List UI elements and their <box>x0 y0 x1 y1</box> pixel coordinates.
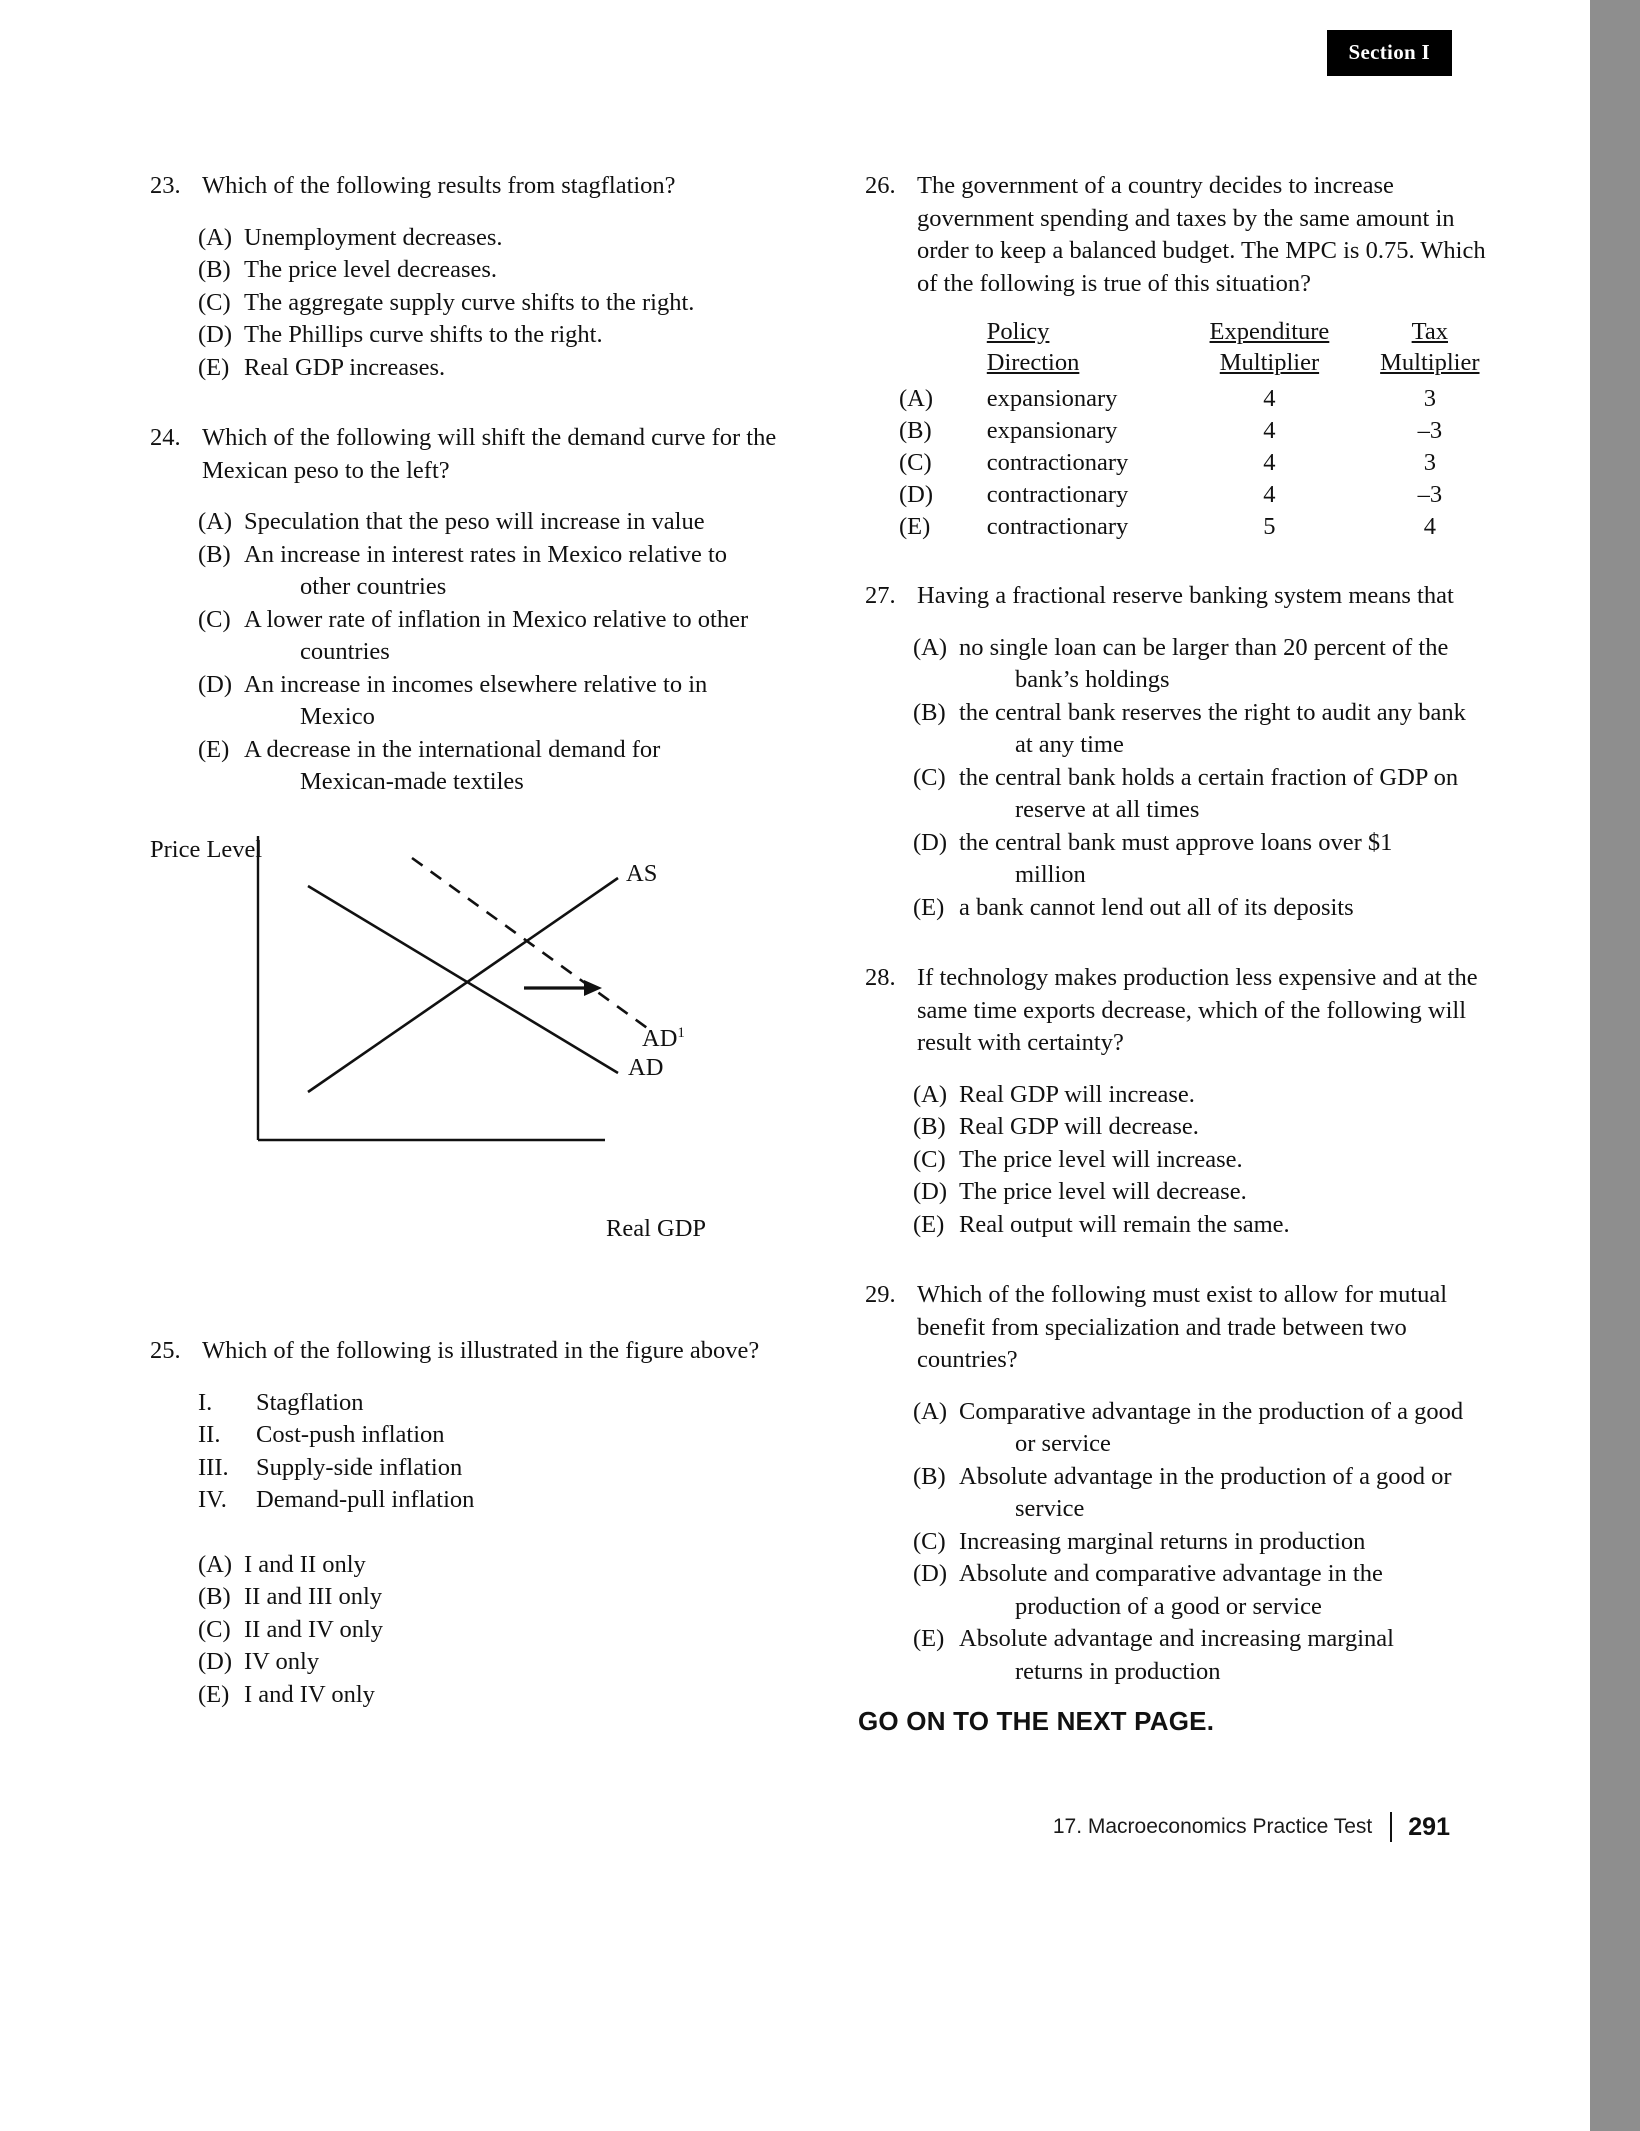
question-spacer <box>865 550 1505 580</box>
choice-line-1: Comparative advantage in the production of a good <box>959 1397 1464 1425</box>
choice-option[interactable] <box>150 1549 810 1582</box>
choice-list <box>865 1079 1505 1242</box>
choice-text <box>959 1461 1505 1526</box>
as-curve <box>308 878 618 1092</box>
table-body <box>865 382 1505 542</box>
question-number: 24. <box>150 424 181 451</box>
footer-divider <box>1390 1812 1392 1842</box>
choice-letter: (E) <box>913 893 945 921</box>
list-item <box>150 1452 810 1485</box>
choice-text <box>244 734 810 799</box>
row-expenditure: 4 <box>1263 385 1276 412</box>
question-text: Which of the following is illustrated in the figure above? <box>202 1337 760 1364</box>
question-number: 29. <box>865 1281 896 1308</box>
choice-letter: (C) <box>913 1527 946 1555</box>
row-letter: (D) <box>899 481 934 508</box>
choice-line-2: production of a good or service <box>1015 1592 1322 1620</box>
choice-text <box>959 697 1505 762</box>
table-row[interactable] <box>865 446 1505 478</box>
table-head <box>865 316 1505 382</box>
row-policy: expansionary <box>986 385 1118 412</box>
choice-line-2: returns in production <box>1015 1657 1221 1685</box>
shift-arrow-icon <box>524 980 602 996</box>
choice-line-1: the central bank reserves the right to audit any bank <box>959 698 1466 726</box>
choice-option[interactable] <box>865 1461 1505 1526</box>
choice-option[interactable] <box>150 506 810 539</box>
choice-line-2: or service <box>1015 1430 1111 1457</box>
choice-option[interactable] <box>865 1558 1505 1623</box>
list-item <box>150 1419 810 1452</box>
question-spacer <box>150 392 810 422</box>
choice-option[interactable] <box>865 1396 1505 1461</box>
question-text: Which of the following must exist to allow for mutual benefit from specialization and trade between two countries? <box>917 1281 1448 1373</box>
choice-text <box>959 1623 1505 1688</box>
choice-text <box>959 827 1505 892</box>
choice-letter: (C) <box>198 288 231 316</box>
choice-option[interactable] <box>150 352 810 385</box>
right-column <box>865 170 1505 1696</box>
row-tax: –3 <box>1417 481 1443 508</box>
question-25 <box>150 1335 810 1711</box>
page-number: 291 <box>1408 1812 1450 1841</box>
choice-text: I and IV only <box>244 1680 375 1708</box>
row-policy: contractionary <box>986 513 1129 540</box>
row-expenditure: 4 <box>1263 481 1276 508</box>
choice-option[interactable] <box>150 254 810 287</box>
choice-text: The price level decreases. <box>244 256 498 283</box>
choice-letter: (E) <box>913 1210 945 1238</box>
choice-text: a bank cannot lend out all of its deposits <box>959 893 1354 921</box>
choice-option[interactable] <box>150 287 810 320</box>
choice-text <box>244 539 810 604</box>
choice-line-1: A decrease in the international demand for <box>244 735 661 763</box>
choice-list <box>150 506 810 799</box>
table-row[interactable] <box>865 382 1505 414</box>
choice-option[interactable] <box>150 734 810 799</box>
row-expenditure: 5 <box>1263 513 1276 540</box>
choice-list <box>150 222 810 385</box>
question-text: If technology makes production less expensive and at the same time exports decrease, which of the following will result with certainty? <box>917 964 1478 1056</box>
figure-plot <box>150 830 810 1230</box>
ad1-superscript: 1 <box>677 1025 685 1041</box>
choice-option[interactable] <box>150 1614 810 1647</box>
question-number: 26. <box>865 172 896 199</box>
choice-letter: (D) <box>198 321 233 348</box>
header-line-1: Policy <box>986 318 1050 345</box>
choice-letter: (B) <box>913 698 946 726</box>
choice-line-2: bank’s holdings <box>1015 666 1170 693</box>
roman-numeral: I. <box>198 1388 213 1416</box>
choice-option[interactable] <box>865 1623 1505 1688</box>
choice-line-1: Absolute advantage in the production of a good or <box>959 1462 1452 1490</box>
row-letter: (E) <box>899 513 931 540</box>
choice-option[interactable] <box>865 697 1505 762</box>
choice-option[interactable] <box>150 1581 810 1614</box>
roman-numeral-list <box>150 1387 810 1517</box>
choice-text: Real output will remain the same. <box>959 1210 1290 1238</box>
choice-text <box>959 1396 1505 1461</box>
choice-line-1: Absolute advantage and increasing marginal <box>959 1625 1394 1652</box>
question-23 <box>150 170 810 384</box>
choice-list <box>865 1396 1505 1689</box>
question-29 <box>865 1279 1505 1688</box>
choice-line-1: the central bank must approve loans over $1 <box>959 828 1393 856</box>
choice-letter: (C) <box>913 763 946 791</box>
choice-option[interactable] <box>150 1646 810 1679</box>
choice-text: The Phillips curve shifts to the right. <box>244 321 603 348</box>
choice-option[interactable] <box>150 539 810 604</box>
column-header-tax <box>1355 316 1505 382</box>
row-tax: 4 <box>1423 513 1436 540</box>
choice-letter: (B) <box>913 1462 946 1490</box>
row-policy: contractionary <box>986 481 1129 508</box>
question-spacer <box>865 1249 1505 1279</box>
ad1-curve <box>412 858 650 1030</box>
ad-as-figure <box>150 830 810 1260</box>
choice-letter: (D) <box>913 1178 948 1205</box>
left-column-lower <box>150 1335 810 1719</box>
choice-letter: (C) <box>198 605 231 633</box>
choice-line-2: service <box>1015 1495 1085 1522</box>
choice-option[interactable] <box>150 669 810 734</box>
choice-letter: (E) <box>198 1680 230 1708</box>
row-expenditure: 4 <box>1263 449 1276 476</box>
choice-option[interactable] <box>865 1144 1505 1177</box>
choice-letter: (D) <box>913 828 948 856</box>
choice-letter: (A) <box>913 1397 948 1425</box>
choice-text <box>244 669 810 734</box>
figure-x-axis-label: Real GDP <box>606 1215 707 1242</box>
choice-line-1: An increase in interest rates in Mexico relative to <box>244 540 728 568</box>
column-header-expenditure <box>1184 316 1354 382</box>
choice-option[interactable] <box>865 762 1505 827</box>
choice-text: II and III only <box>244 1583 383 1610</box>
question-28 <box>865 962 1505 1241</box>
choice-line-2: million <box>1015 861 1086 888</box>
choice-letter: (B) <box>198 256 231 283</box>
row-tax: 3 <box>1423 385 1436 412</box>
choice-option[interactable] <box>865 1079 1505 1112</box>
choice-text: II and IV only <box>244 1615 384 1643</box>
choice-text: Real GDP will decrease. <box>959 1113 1199 1140</box>
choice-letter: (B) <box>913 1113 946 1140</box>
choice-text: Real GDP increases. <box>244 353 446 381</box>
choice-text <box>959 632 1505 697</box>
header-line-2: Direction <box>986 349 1080 376</box>
section-tab: Section I <box>1327 30 1452 76</box>
question-number: 25. <box>150 1337 181 1364</box>
as-curve-label: AS <box>626 860 658 887</box>
choice-letter: (E) <box>913 1625 945 1652</box>
choice-letter: (A) <box>913 633 948 661</box>
choice-line-2: reserve at all times <box>1015 796 1200 823</box>
choice-option[interactable] <box>150 319 810 352</box>
ad-curve-label: AD <box>628 1054 664 1081</box>
choice-option[interactable] <box>150 604 810 669</box>
question-text: Which of the following results from stagflation? <box>202 172 676 199</box>
question-27 <box>865 580 1505 924</box>
choice-letter: (A) <box>913 1080 948 1108</box>
choice-letter: (A) <box>198 508 233 535</box>
choice-text: Real GDP will increase. <box>959 1080 1195 1108</box>
table-row[interactable] <box>865 414 1505 446</box>
choice-letter: (D) <box>198 670 233 698</box>
chapter-label: 17. Macroeconomics Practice Test <box>1052 1815 1373 1838</box>
choice-letter: (D) <box>198 1648 233 1675</box>
choice-letter: (A) <box>198 223 233 251</box>
choice-line-1: the central bank holds a certain fraction of GDP on <box>959 763 1459 791</box>
choice-line-1: no single loan can be larger than 20 percent of the <box>959 633 1449 661</box>
roman-text: Supply-side inflation <box>256 1453 463 1481</box>
choice-line-2: other countries <box>300 573 447 600</box>
choice-text: The price level will decrease. <box>959 1178 1247 1205</box>
choice-option[interactable] <box>150 1679 810 1712</box>
choice-option[interactable] <box>865 1176 1505 1209</box>
column-header-policy <box>961 316 1184 382</box>
page-footer <box>1053 1812 1450 1842</box>
page-edge-bleed <box>1590 0 1640 2131</box>
choice-letter: (C) <box>913 1145 946 1173</box>
choice-option[interactable] <box>865 632 1505 697</box>
choice-letter: (D) <box>913 1560 948 1587</box>
ad1-curve-label <box>642 1025 685 1053</box>
question-26 <box>865 170 1505 542</box>
question-number: 27. <box>865 582 896 609</box>
header-line-2: Multiplier <box>1219 349 1320 376</box>
ad1-base: AD <box>642 1025 678 1053</box>
choice-text: The aggregate supply curve shifts to the right. <box>244 288 695 316</box>
row-letter: (A) <box>899 385 934 412</box>
list-item <box>150 1484 810 1517</box>
question-text: Having a fractional reserve banking system means that <box>917 582 1454 609</box>
choice-line-1: Absolute and comparative advantage in the <box>959 1560 1383 1587</box>
choice-option[interactable] <box>150 222 810 255</box>
table-row[interactable] <box>865 510 1505 542</box>
roman-text: Cost-push inflation <box>256 1421 445 1448</box>
choice-text: I and II only <box>244 1550 366 1578</box>
row-tax: –3 <box>1417 417 1443 444</box>
choice-text: IV only <box>244 1648 320 1675</box>
choice-line-1: A lower rate of inflation in Mexico relative to other <box>244 605 749 633</box>
column-header-blank <box>865 316 961 382</box>
roman-text: Demand-pull inflation <box>256 1486 475 1513</box>
choice-letter: (B) <box>198 540 231 568</box>
question-text: The government of a country decides to increase government spending and taxes by the same amount in order to keep a balanced budget. The MPC is 0.75. Which of the following is true of this situation? <box>917 172 1486 297</box>
row-letter: (B) <box>899 417 932 444</box>
roman-numeral: III. <box>198 1453 229 1481</box>
roman-numeral: II. <box>198 1421 221 1448</box>
question-text: Which of the following will shift the demand curve for the Mexican peso to the left? <box>202 424 777 484</box>
ad-curve <box>308 886 618 1073</box>
row-letter: (C) <box>899 449 932 476</box>
header-line-1: Expenditure <box>1209 318 1330 345</box>
choice-text <box>244 604 810 669</box>
go-on-notice: GO ON TO THE NEXT PAGE. <box>858 1706 1215 1736</box>
choice-line-2: Mexico <box>300 703 375 730</box>
choice-option[interactable] <box>865 1209 1505 1242</box>
multiplier-table <box>865 316 1505 542</box>
header-line-1: Tax <box>1411 318 1449 345</box>
question-number: 23. <box>150 172 181 199</box>
question-spacer <box>865 932 1505 962</box>
choice-option[interactable] <box>865 1111 1505 1144</box>
choice-line-1: An increase in incomes elsewhere relative to in <box>244 670 708 698</box>
choice-line-2: at any time <box>1015 731 1124 758</box>
row-expenditure: 4 <box>1263 417 1276 444</box>
question-24 <box>150 422 810 799</box>
choice-option[interactable] <box>865 827 1505 892</box>
row-policy: contractionary <box>986 449 1129 476</box>
choice-letter: (E) <box>198 353 230 381</box>
choice-text <box>959 762 1505 827</box>
roman-text: Stagflation <box>256 1388 364 1416</box>
choice-option[interactable] <box>865 892 1505 925</box>
figure-y-axis-label: Price Level <box>150 836 263 863</box>
row-policy: expansionary <box>986 417 1118 444</box>
left-column <box>150 170 810 807</box>
table-row[interactable] <box>865 478 1505 510</box>
choice-line-2: Mexican-made textiles <box>300 768 524 795</box>
table-header-row <box>865 316 1505 382</box>
roman-numeral: IV. <box>198 1486 227 1513</box>
choice-text <box>959 1558 1505 1623</box>
header-line-2: Multiplier <box>1380 349 1480 376</box>
choice-letter: (A) <box>198 1550 233 1578</box>
choice-list <box>865 632 1505 925</box>
choice-list <box>150 1549 810 1712</box>
choice-text: Unemployment decreases. <box>244 223 503 251</box>
choice-option[interactable] <box>865 1526 1505 1559</box>
choice-text: Increasing marginal returns in production <box>959 1527 1366 1555</box>
question-number: 28. <box>865 964 896 991</box>
list-item <box>150 1387 810 1420</box>
choice-letter: (C) <box>198 1615 231 1643</box>
choice-text: Speculation that the peso will increase in value <box>244 508 705 535</box>
row-tax: 3 <box>1423 449 1436 476</box>
choice-letter: (B) <box>198 1583 231 1610</box>
choice-line-2: countries <box>300 638 390 665</box>
choice-letter: (E) <box>198 735 230 763</box>
choice-text: The price level will increase. <box>959 1145 1243 1173</box>
